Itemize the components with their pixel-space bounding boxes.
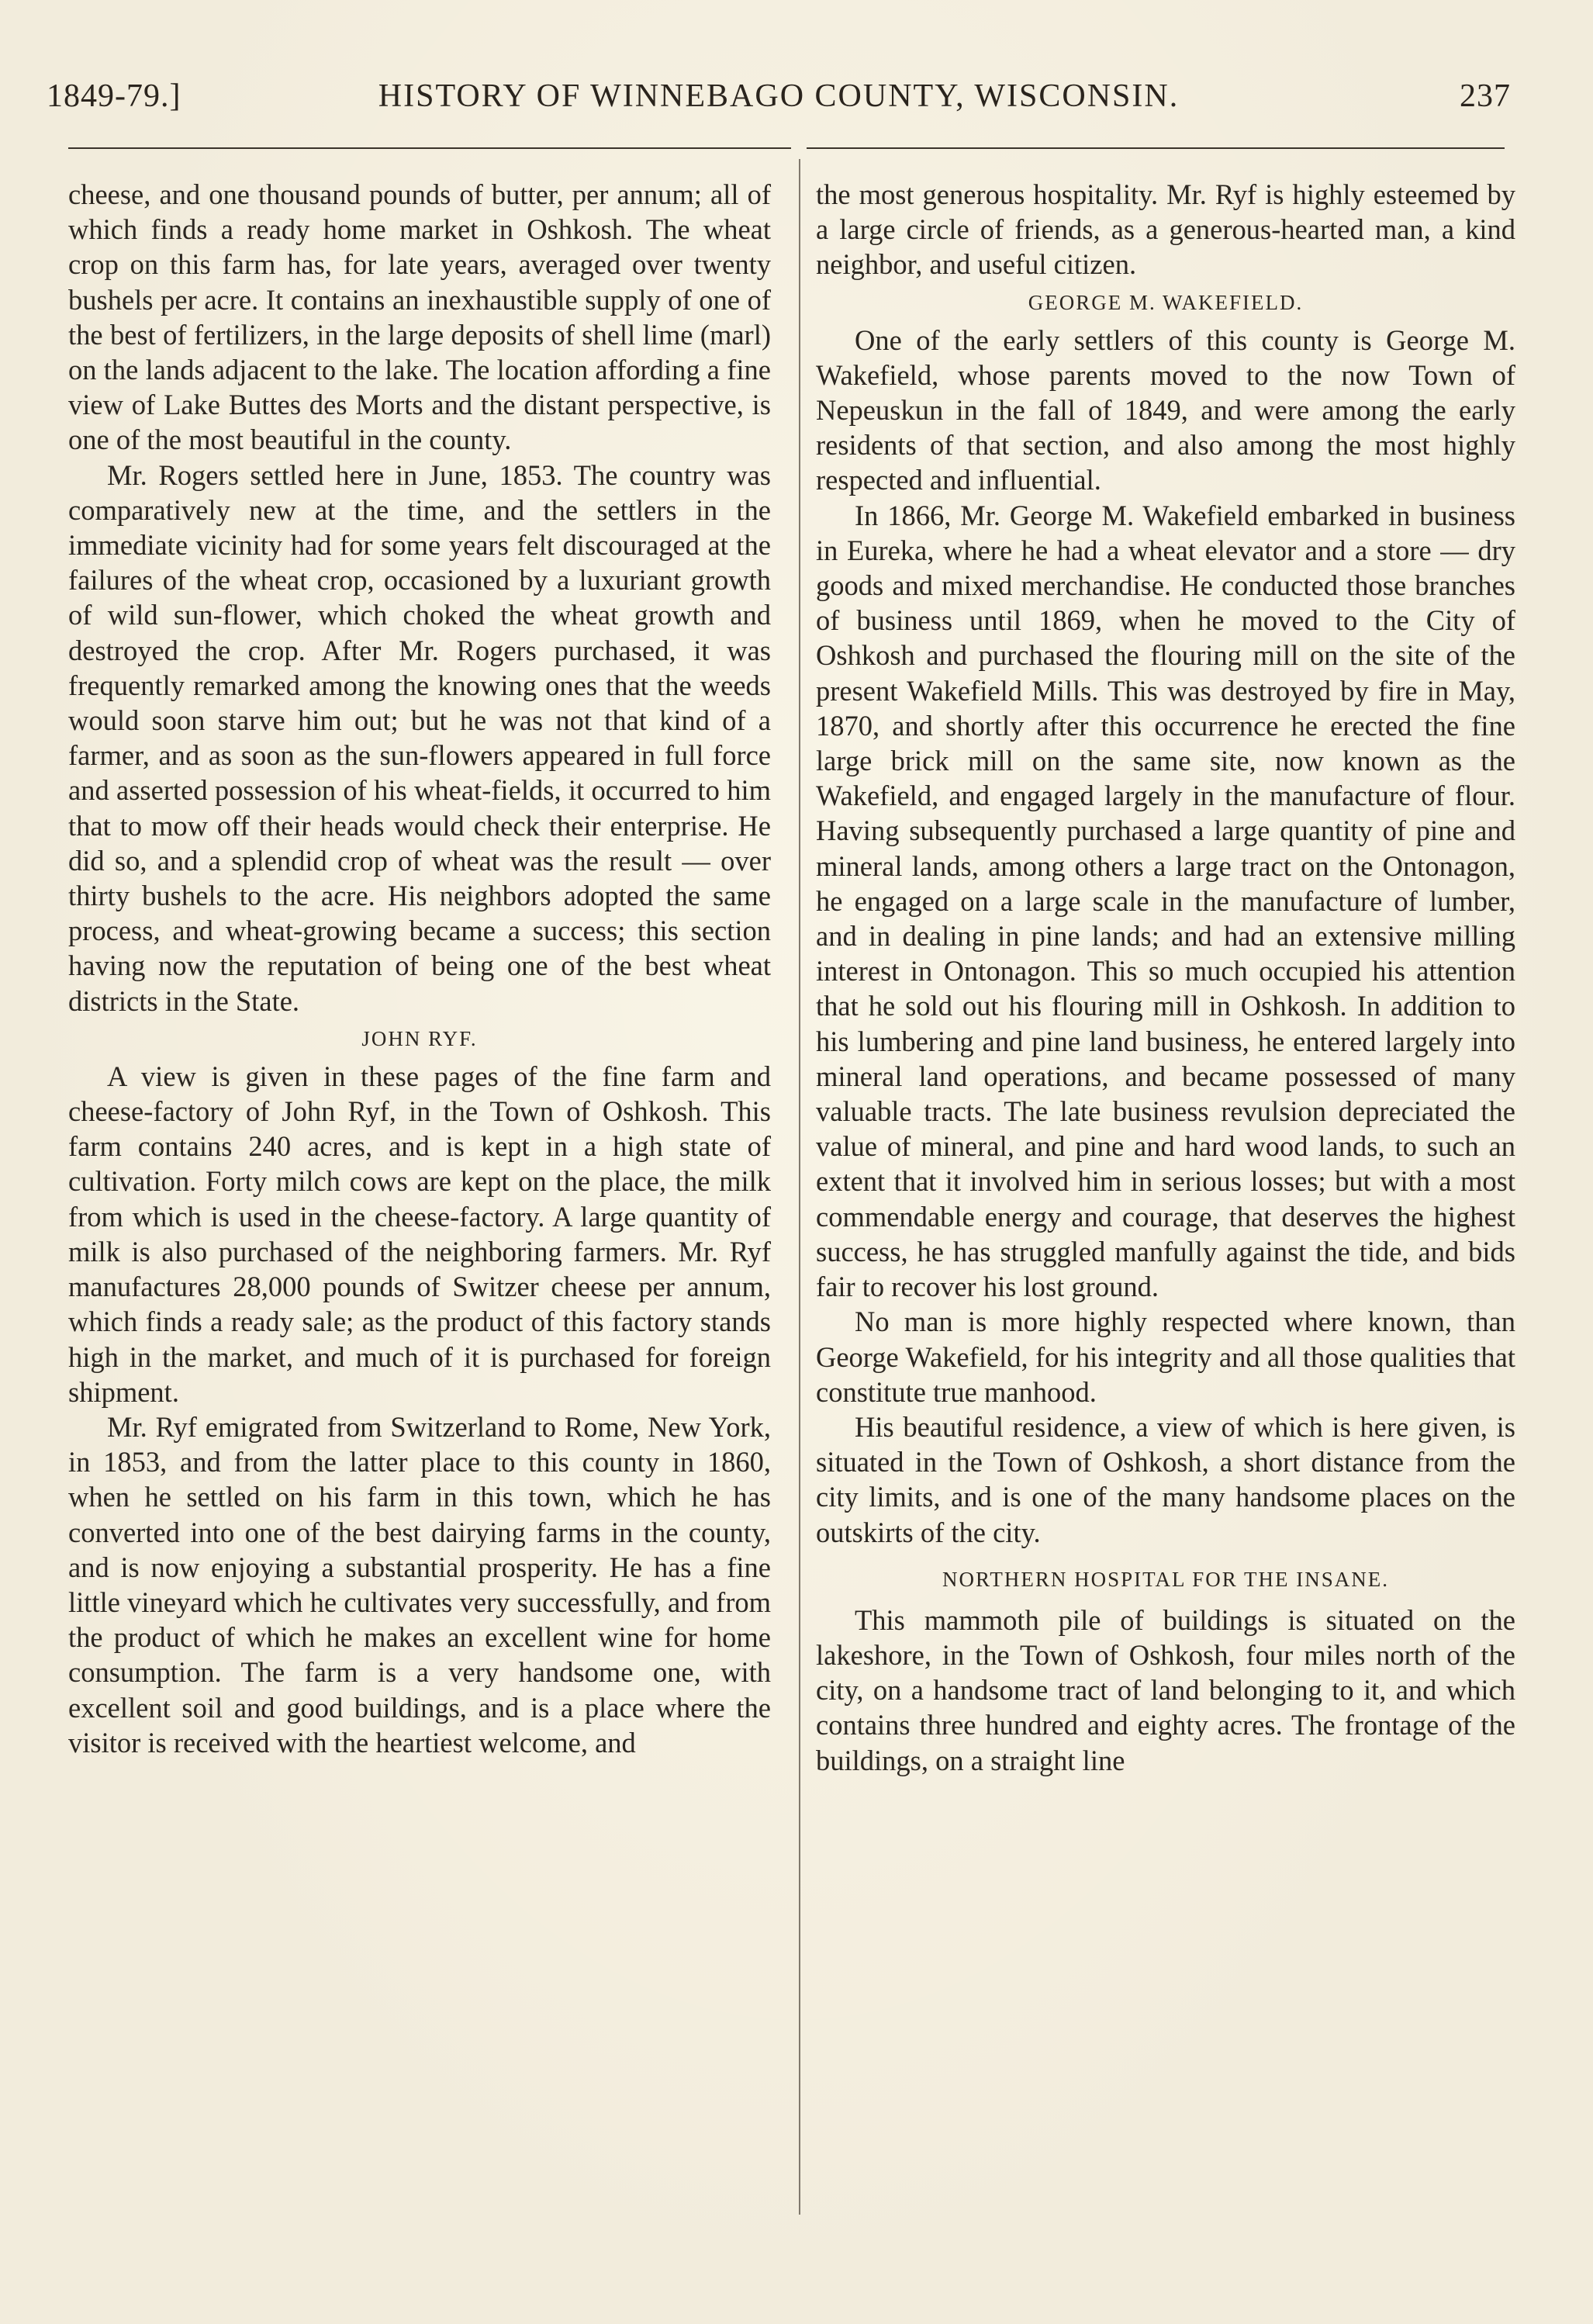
running-header <box>47 78 1511 124</box>
paragraph: No man is more highly respected where known, than George Wakefield, for his integrity and all those qualities that constitute true manhood. <box>816 1306 1515 1408</box>
paragraph: In 1866, Mr. George M. Wakefield embarked in business in Eureka, where he had a wheat elevator and a store — dry goods and mixed merchandise. He conducted those branches of business until 1869, when he moved to the City of Oshkosh and purchased the flouring mill on the site of the present Wakefield Mills. This was destroyed by fire in May, 1870, and shortly after this occurrence he erected the fine large brick mill on the same site, now known as the Wakefield, and engaged largely in the manufacture of flour. Having subsequently purchased a large quantity of pine and mineral lands, among others a large tract on the Ontonagon, he engaged on a large scale in the manufacture of lumber, and in dealing in pine lands; and had an extensive milling interest in Ontonagon. This so much occupied his attention that he sold out his flouring mill in Oshkosh. In addition to his lumbering and pine land business, he entered largely into mineral land operations, and became possessed of many valuable tracts. The late business revulsion depreciated the value of mineral, and pine and hard wood lands, to such an extent that it involved him in serious losses; but with a most commendable energy and courage, that deserves the highest success, he has struggled manfully against the tide, and bids fair to recover his lost ground. <box>816 499 1515 1303</box>
paragraph: Mr. Rogers settled here in June, 1853. The country was comparatively new at the time, and the settlers in the immediate vicinity had for some years felt discouraged at the failures of the wheat crop, occasioned by a luxuriant growth of wild sun-flower, which choked the wheat growth and destroyed the crop. After Mr. Rogers purchased, it was frequently remarked among the knowing ones that the weeds would soon starve him out; but he was not that kind of a farmer, and as soon as the sun-flowers appeared in full force and asserted possession of his wheat-fields, it occurred to him that to mow off their heads would check their enterprise. He did so, and a splendid crop of wheat was the result — over thirty bushels to the acre. His neighbors adopted the same process, and wheat-growing became a success; this section having now the reputation of being one of the best wheat districts in the State. <box>68 458 771 1017</box>
column-divider <box>799 159 800 2215</box>
section-heading-george-wakefield: GEORGE M. WAKEFIELD. <box>1028 290 1304 314</box>
paragraph: the most generous hospitality. Mr. Ryf is highly esteemed by a large circle of friends, as a generous-hearted man, a kind neighbor, and useful citizen. <box>816 178 1515 281</box>
header-rule-left <box>68 147 791 149</box>
section-heading-northern-hospital: NORTHERN HOSPITAL FOR THE INSANE. <box>942 1567 1389 1591</box>
section-heading-john-ryf: JOHN RYF. <box>361 1026 478 1050</box>
header-rule-right <box>807 147 1505 149</box>
page-number: 237 <box>1460 78 1511 114</box>
paragraph: Mr. Ryf emigrated from Switzerland to Rome, New York, in 1853, and from the latter place to this county in 1860, when he settled on his farm in this town, which he has converted into one of the best dairying farms in the county, and is now enjoying a substantial prosperity. He has a fine little vineyard which he cultivates very successfully, and from the product of which he makes an excellent wine for home consumption. The farm is a very handsome one, with excellent soil and good buildings, and is a place where the visitor is received with the heartiest welcome, and <box>68 1410 771 1759</box>
paragraph: A view is given in these pages of the fine farm and cheese-factory of John Ryf, in the Town of Oshkosh. This farm contains 240 acres, and is kept in a high state of cultivation. Forty milch cows are kept on the place, the milk from which is used in the cheese-factory. A large quantity of milk is also purchased of the neighboring farmers. Mr. Ryf manufactures 28,000 pounds of Switzer cheese per annum, which finds a ready sale; as the product of this factory stands high in the market, and much of it is purchased for foreign shipment. <box>68 1060 771 1408</box>
header-title: HISTORY OF WINNEBAGO COUNTY, WISCONSIN. <box>378 78 1180 114</box>
header-years: 1849-79.] <box>47 78 181 114</box>
paragraph: cheese, and one thousand pounds of butter, per annum; all of which finds a ready home market in Oshkosh. The wheat crop on this farm has, for late years, averaged over twenty bushels per acre. It contains an inexhaustible supply of one of the best of fertilizers, in the large deposits of shell lime (marl) on the lands adjacent to the lake. The location affording a fine view of Lake Buttes des Morts and the distant perspective, is one of the most beautiful in the county. <box>68 178 771 456</box>
paragraph: One of the early settlers of this county is George M. Wakefield, whose parents moved to the now Town of Nepeuskun in the fall of 1849, and were among the early residents of that section, and also among the most highly respected and influential. <box>816 323 1515 496</box>
paragraph: His beautiful residence, a view of which is here given, is situated in the Town of Oshkosh, a short distance from the city limits, and is one of the many handsome places on the outskirts of the city. <box>816 1410 1515 1548</box>
paragraph: This mammoth pile of buildings is situated on the lakeshore, in the Town of Oshkosh, four miles north of the city, on a handsome tract of land belonging to it, and which contains three hundred and eighty acres. The frontage of the buildings, on a straight line <box>816 1603 1515 1776</box>
left-column <box>68 177 771 1760</box>
right-column <box>816 177 1515 1778</box>
